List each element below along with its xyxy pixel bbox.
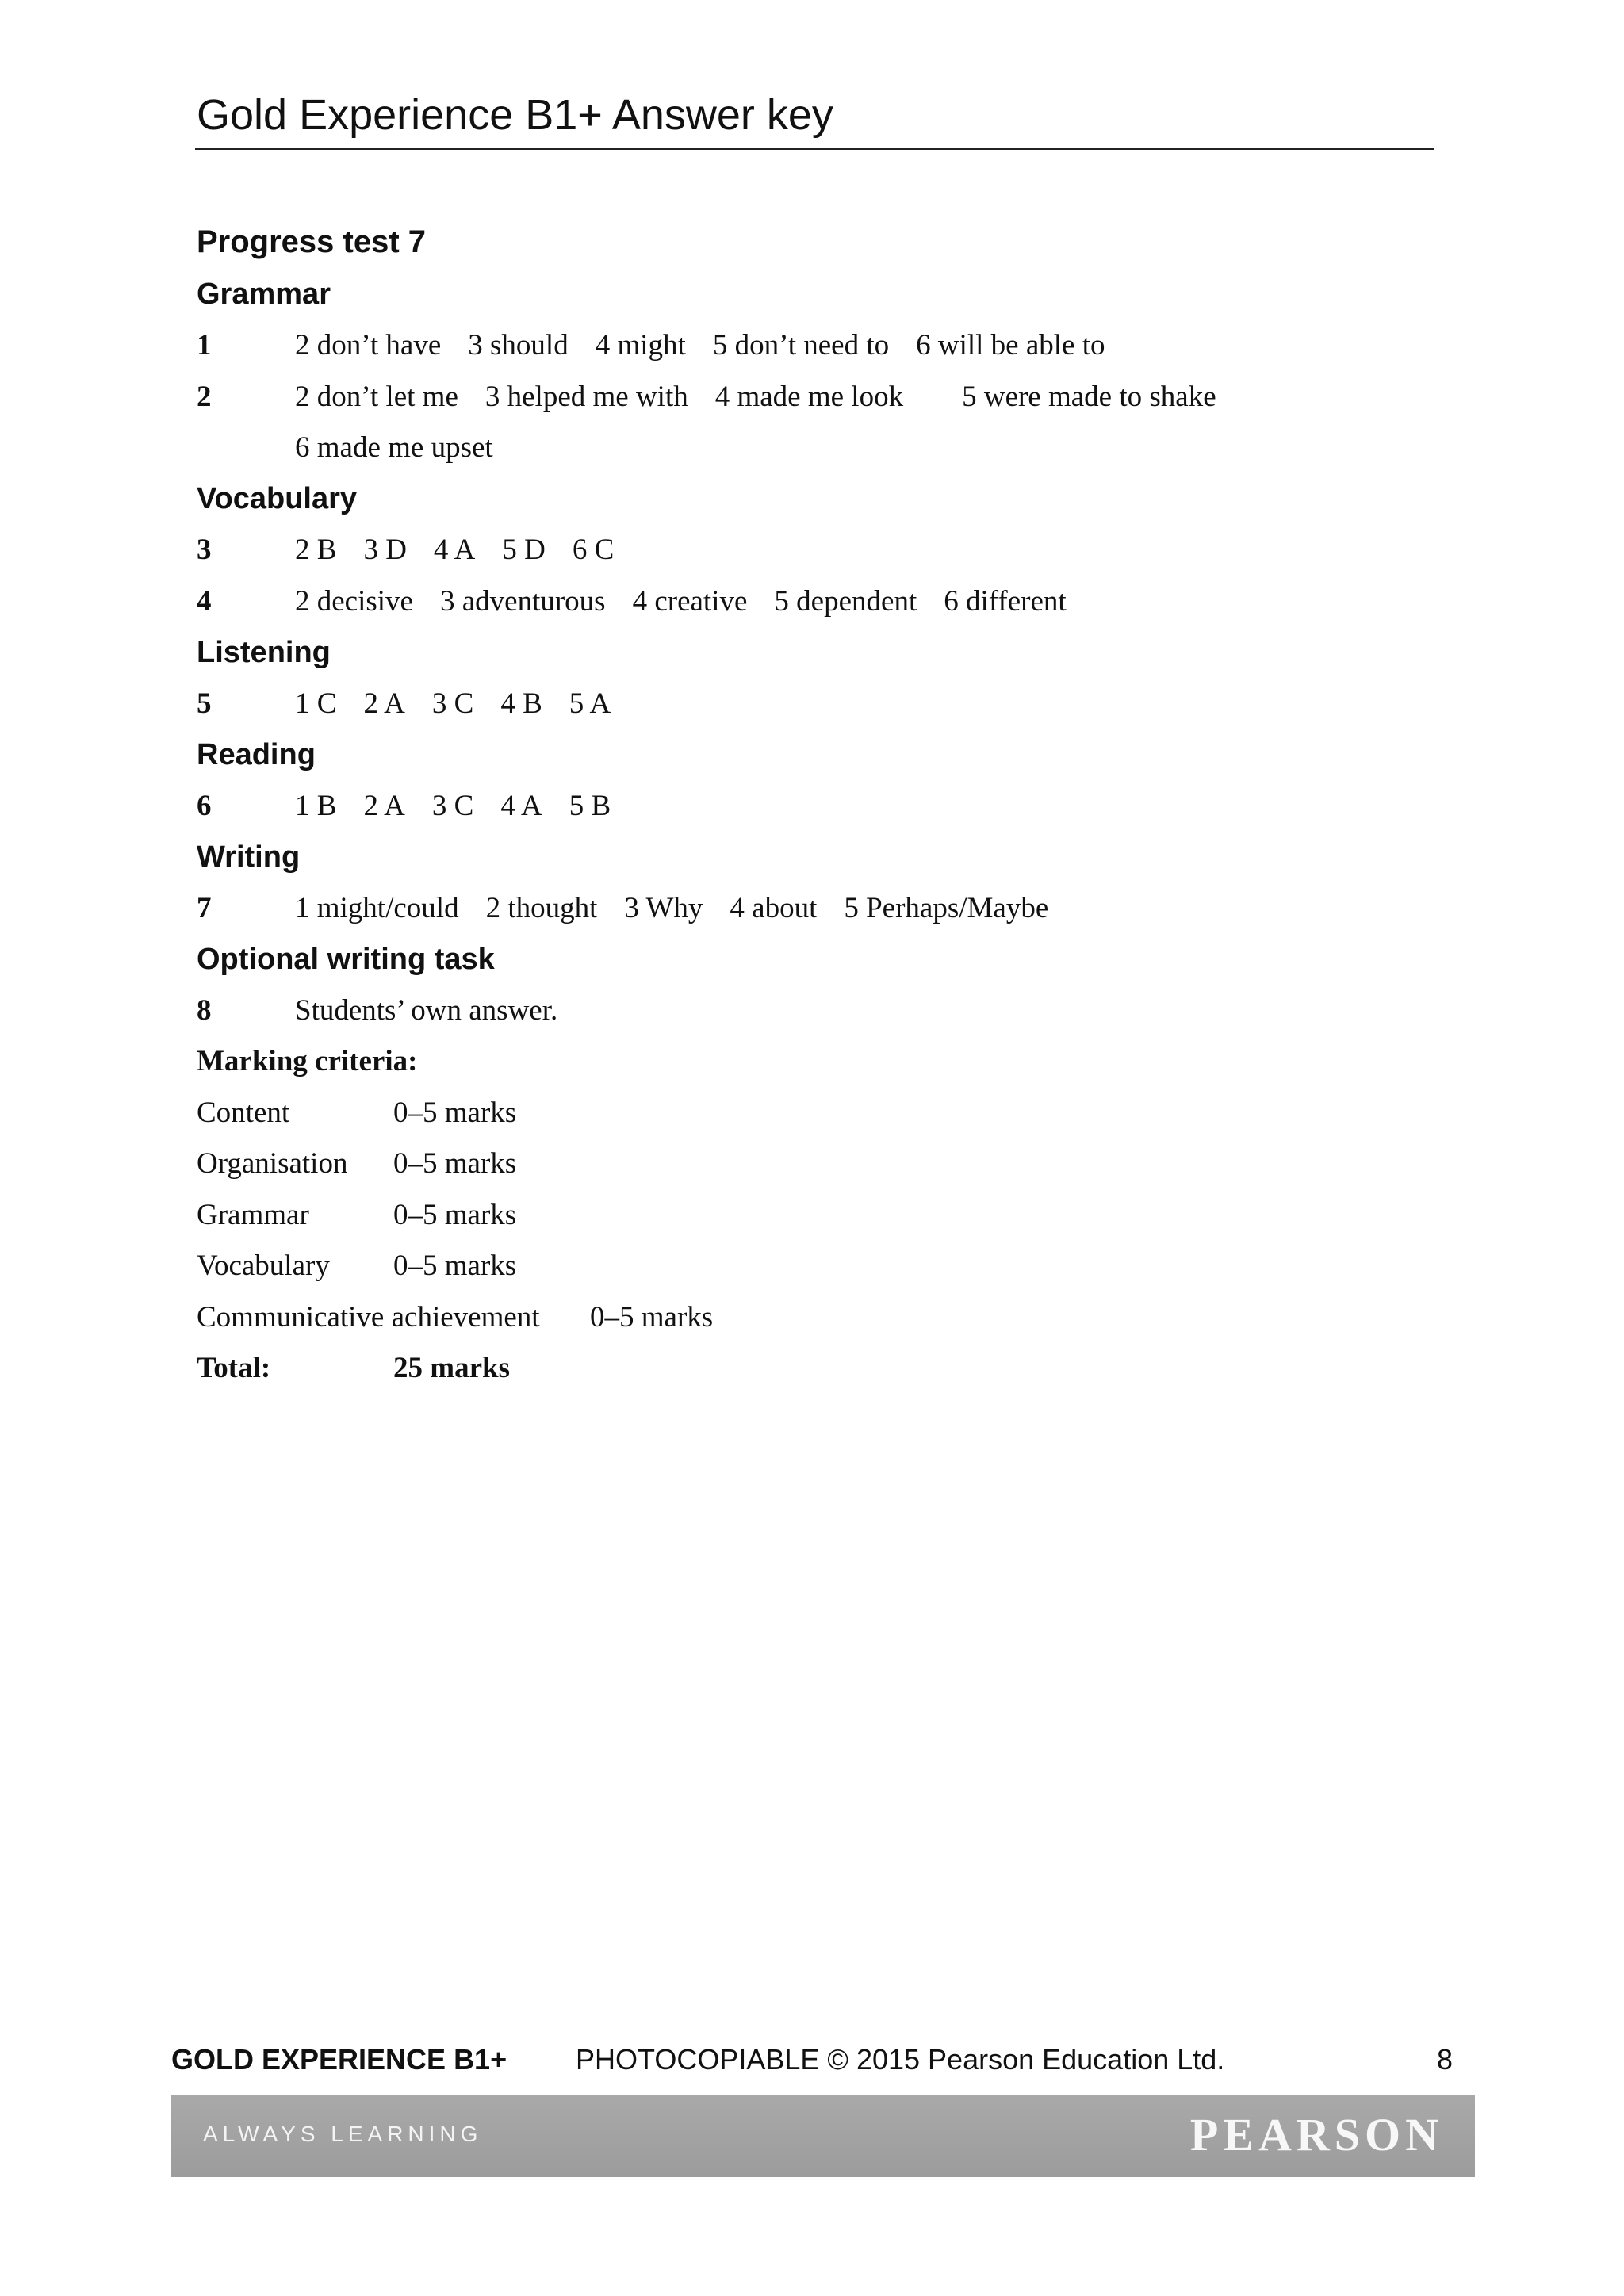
criteria-label: Grammar [197,1199,309,1231]
criteria-total-row [197,1353,1465,1385]
answer-item: 4 B [500,687,542,720]
answer-item: 2 don’t let me [295,381,458,413]
criteria-value: 0–5 marks [393,1249,517,1282]
grammar-heading: Grammar [197,277,331,311]
answer-item: 6 made me upset [295,431,493,464]
total-label: Total: [197,1352,271,1384]
criteria-label: Communicative achievement [197,1301,540,1334]
pearson-logo: PEARSON [1189,2109,1443,2160]
answer-list [295,894,1075,923]
question-2-continued [197,433,1465,465]
question-6 [197,791,1465,823]
question-number: 2 [197,381,212,413]
question-number: 8 [197,994,212,1027]
listening-heading: Listening [197,636,331,669]
answer-item: 4 made me look [714,381,904,413]
criteria-row-organisation [197,1149,1465,1181]
criteria-label: Content [197,1096,290,1129]
answer-list [295,791,638,821]
reading-heading: Reading [197,738,316,771]
footer-brand: GOLD EXPERIENCE B1+ [171,2043,508,2076]
answer-item: 3 D [363,534,407,566]
criteria-row-communicative [197,1303,1465,1334]
answer-item: 5 B [569,790,611,822]
footer-banner [171,2095,1475,2177]
answer-item: 1 C [295,687,337,720]
answer-item: 3 helped me with [485,381,688,413]
total-value: 25 marks [393,1352,510,1384]
test-title: Progress test 7 [197,224,427,259]
criteria-value: 0–5 marks [393,1096,517,1129]
question-7 [197,894,1465,925]
question-1 [197,331,1465,362]
criteria-row-content [197,1098,1465,1130]
criteria-value: 0–5 marks [590,1301,714,1334]
writing-heading: Writing [197,840,301,874]
answer-item: 2 thought [485,892,598,924]
answer-item: 1 B [295,790,337,822]
answer-item: 5 A [569,687,611,720]
question-number: 6 [197,790,212,822]
answer-item: 6 will be able to [916,329,1105,362]
answer-item: 6 C [572,534,615,566]
answer-list [295,535,641,564]
answer-list [295,587,1094,616]
answer-item: 2 A [363,790,405,822]
criteria-value: 0–5 marks [393,1199,517,1231]
answer-item: 3 C [431,687,474,720]
answer-text: Students’ own answer. [295,994,558,1027]
optional-writing-heading: Optional writing task [197,943,495,976]
answer-list [295,331,1132,360]
answer-list [295,689,638,718]
answer-item: 4 A [433,534,476,566]
question-number: 3 [197,534,212,566]
marking-criteria-heading: Marking criteria: [197,1045,418,1077]
answer-item: 6 different [944,585,1067,618]
answer-item: 2 don’t have [295,329,442,362]
answer-item: 2 decisive [295,585,413,618]
question-3 [197,535,1465,567]
vocabulary-heading: Vocabulary [197,482,358,515]
question-8 [197,996,1465,1027]
answer-list [295,433,520,462]
question-number: 4 [197,585,212,618]
answer-item: 4 creative [632,585,748,618]
footer-copyright: PHOTOCOPIABLE © 2015 Pearson Education Ltd. [576,2043,1225,2076]
criteria-label: Vocabulary [197,1249,330,1282]
answer-item: 3 Why [624,892,703,924]
always-learning-tagline: ALWAYS LEARNING [203,2122,483,2146]
question-number: 5 [197,687,212,720]
answer-item: 5 were made to shake [962,381,1216,413]
question-2 [197,382,1465,414]
answer-item: 4 might [595,329,686,362]
page-header-title: Gold Experience B1+ Answer key [197,91,833,139]
question-5 [197,689,1465,721]
answer-item: 1 might/could [295,892,459,924]
question-number: 7 [197,892,212,924]
answer-item: 5 Perhaps/Maybe [844,892,1049,924]
answer-item: 5 D [502,534,546,566]
criteria-value: 0–5 marks [393,1147,517,1180]
answer-item: 4 about [730,892,818,924]
answer-item: 4 A [500,790,542,822]
page-number: 8 [1437,2043,1454,2076]
header-divider [195,148,1434,150]
question-4 [197,587,1465,618]
answer-item: 2 B [295,534,337,566]
criteria-row-grammar [197,1200,1465,1232]
question-number: 1 [197,329,212,362]
answer-list [295,382,1243,411]
criteria-label: Organisation [197,1147,348,1180]
criteria-row-vocabulary [197,1251,1465,1283]
answer-item: 5 don’t need to [712,329,890,362]
answer-item: 3 C [431,790,474,822]
answer-item: 3 should [468,329,569,362]
answer-item: 5 dependent [774,585,917,618]
answer-item: 2 A [363,687,405,720]
answer-item: 3 adventurous [439,585,606,618]
